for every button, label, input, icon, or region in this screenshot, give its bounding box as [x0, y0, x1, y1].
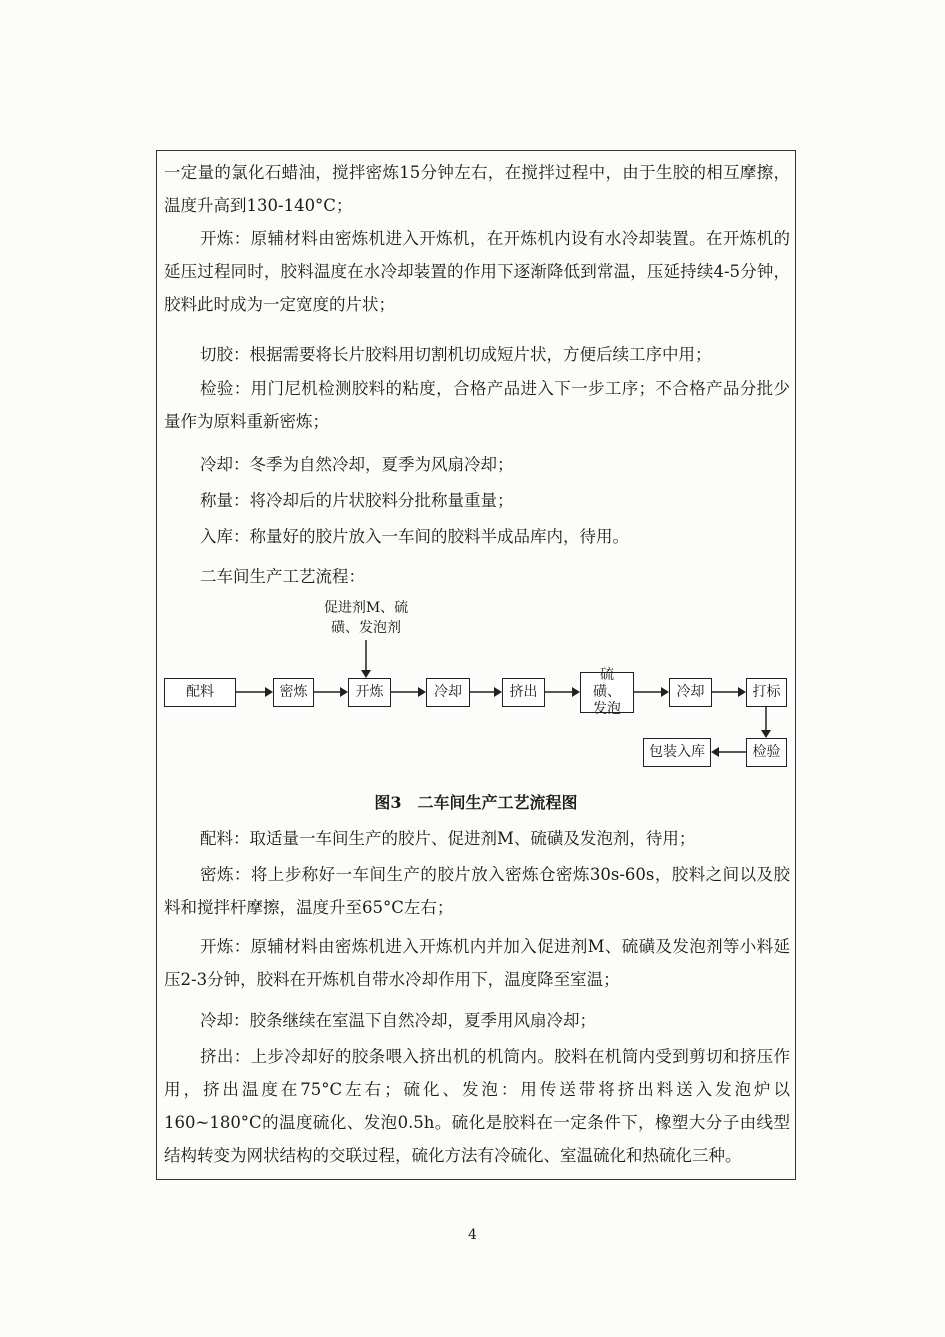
flow-input-label-line1: 促进剂M、硫 — [323, 600, 409, 616]
flow-step-jianyan: 检验 — [746, 738, 787, 767]
flow-step-kailian: 开炼 — [348, 678, 391, 707]
paragraph-kailian-2: 开炼：原辅材料由密炼机进入开炼机内并加入促进剂M、硫磺及发泡剂等小料延压2-3分钟，胶料在开炼机自带水冷却作用下，温度降至室温； — [164, 937, 790, 989]
figure-caption: 图3 二车间生产工艺流程图 — [374, 793, 578, 812]
paragraph-chengliang: 称量：将冷却后的片状胶料分批称量重量； — [200, 491, 514, 510]
page-number: 4 — [468, 1227, 477, 1243]
flow-step-lengque-2: 冷却 — [669, 678, 712, 707]
flow-step-jichu: 挤出 — [502, 678, 545, 707]
paragraph-milian: 密炼：将上步称好一车间生产的胶片放入密炼仓密炼30s-60s，胶料之间以及胶料和搅拌杆摩擦，温度升至65°C左右； — [164, 865, 790, 917]
paragraph-flow-intro: 二车间生产工艺流程： — [200, 567, 365, 586]
paragraph-kailian-1: 开炼：原辅材料由密炼机进入开炼机，在开炼机内设有水冷却装置。在开炼机的延压过程同时，胶料温度在水冷却装置的作用下逐渐降低到常温，压延持续4-5分钟，胶料此时成为一定宽度的片状； — [164, 229, 790, 314]
paragraph-peiliao: 配料：取适量一车间生产的胶片、促进剂M、硫磺及发泡剂，待用； — [200, 829, 696, 848]
flow-step-dabiao: 打标 — [746, 678, 787, 707]
paragraph-continuation: 一定量的氯化石蜡油，搅拌密炼15分钟左右，在搅拌过程中，由于生胶的相互摩擦，温度升高到130-140°C； — [164, 163, 790, 215]
paragraph-jianyan: 检验：用门尼机检测胶料的粘度，合格产品进入下一步工序；不合格产品分批少量作为原料重新密炼； — [164, 379, 790, 431]
flow-step-milian: 密炼 — [273, 678, 314, 707]
paragraph-jichu: 挤出：上步冷却好的胶条喂入挤出机的机筒内。胶料在机筒内受到剪切和挤压作用，挤出温度在75°C左右；硫化、发泡：用传送带将挤出料送入发泡炉以160~180°C的温度硫化、发泡0.5h。硫化是胶料在一定条件下，橡塑大分子由线型结构转变为网状结构的交联过程，硫化方法有冷硫化、室温硫化和热硫化三种。 — [164, 1047, 790, 1165]
paragraph-qiejiao: 切胶：根据需要将长片胶料用切割机切成短片状，方便后续工序中用； — [200, 345, 712, 364]
flow-input-label-line2: 磺、发泡剂 — [331, 620, 401, 636]
process-flow-diagram — [156, 590, 796, 780]
flow-step-lengque: 冷却 — [426, 678, 470, 707]
flow-step-baozhuang-ruku: 包装入库 — [643, 738, 711, 767]
flow-step-peiliao: 配料 — [164, 678, 236, 707]
paragraph-ruku: 入库：称量好的胶片放入一车间的胶料半成品库内，待用。 — [200, 527, 629, 546]
paragraph-lengque-1: 冷却：冬季为自然冷却，夏季为风扇冷却； — [200, 455, 514, 474]
flow-step-liuhuang-fapao: 硫磺、发泡 — [580, 672, 634, 713]
paragraph-lengque-2: 冷却：胶条继续在室温下自然冷却，夏季用风扇冷却； — [200, 1011, 596, 1030]
